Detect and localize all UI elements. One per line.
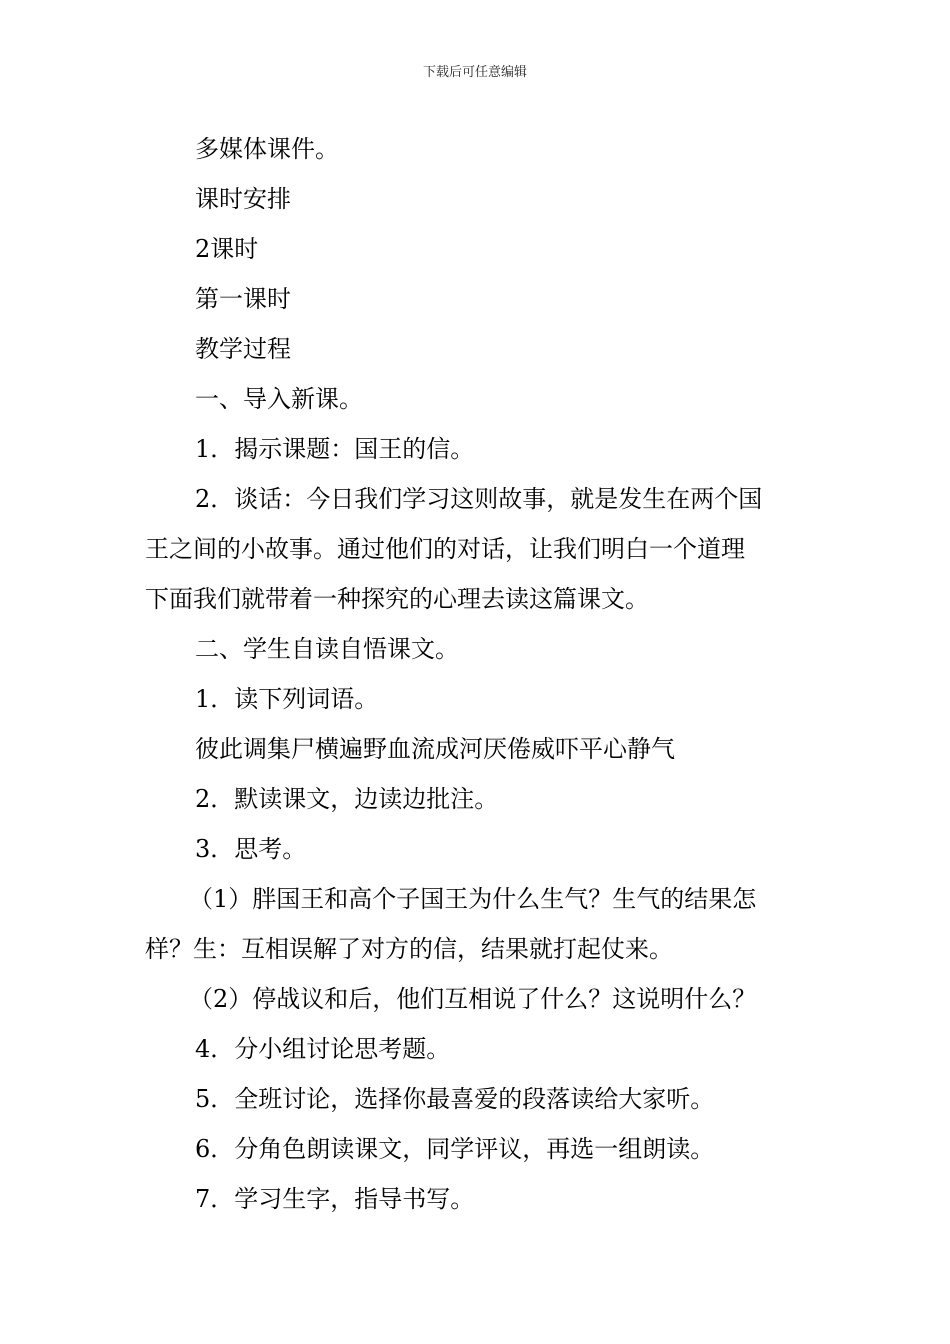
- vocabulary-words: 彼此调集尸横遍野血流成河厌倦威吓平心静气: [195, 735, 675, 763]
- document-body: [145, 124, 810, 1224]
- section-self-study: 二、学生自读自悟课文。: [195, 635, 459, 663]
- question-two: （2）停战议和后，他们互相说了什么？这说明什么？: [189, 985, 757, 1013]
- heading-first-lesson: 第一课时: [195, 285, 291, 313]
- section-introduction: 一、导入新课。: [195, 385, 363, 413]
- list-item-talk-continued: 下面我们就带着一种探究的心理去读这篇课文。: [145, 585, 649, 613]
- list-item-think: 3．思考。: [195, 835, 307, 863]
- question-one: （1）胖国王和高个子国王为什么生气？生气的结果怎: [189, 885, 757, 913]
- heading-schedule: 课时安排: [195, 185, 291, 213]
- paragraph-materials: 多媒体课件。: [195, 135, 339, 163]
- list-item-silent-reading: 2．默读课文，边读边批注。: [195, 785, 499, 813]
- question-one-continued: 样？生：互相误解了对方的信，结果就打起仗来。: [145, 935, 673, 963]
- list-item-role-reading: 6．分角色朗读课文，同学评议，再选一组朗读。: [195, 1135, 715, 1163]
- paragraph-hours: 2课时: [195, 235, 259, 263]
- heading-process: 教学过程: [195, 335, 291, 363]
- list-item-characters: 7．学习生字，指导书写。: [195, 1185, 475, 1213]
- list-item-talk: 2．谈话：今日我们学习这则故事，就是发生在两个国: [195, 485, 763, 513]
- list-item-talk-continued: 王之间的小故事。通过他们的对话，让我们明白一个道理: [145, 535, 745, 563]
- list-item-vocabulary: 1．读下列词语。: [195, 685, 379, 713]
- list-item-group-discussion: 4．分小组讨论思考题。: [195, 1035, 451, 1063]
- page-header-note: 下载后可任意编辑: [422, 65, 527, 80]
- list-item-class-discussion: 5．全班讨论，选择你最喜爱的段落读给大家听。: [195, 1085, 715, 1113]
- list-item-topic: 1．揭示课题：国王的信。: [195, 435, 475, 463]
